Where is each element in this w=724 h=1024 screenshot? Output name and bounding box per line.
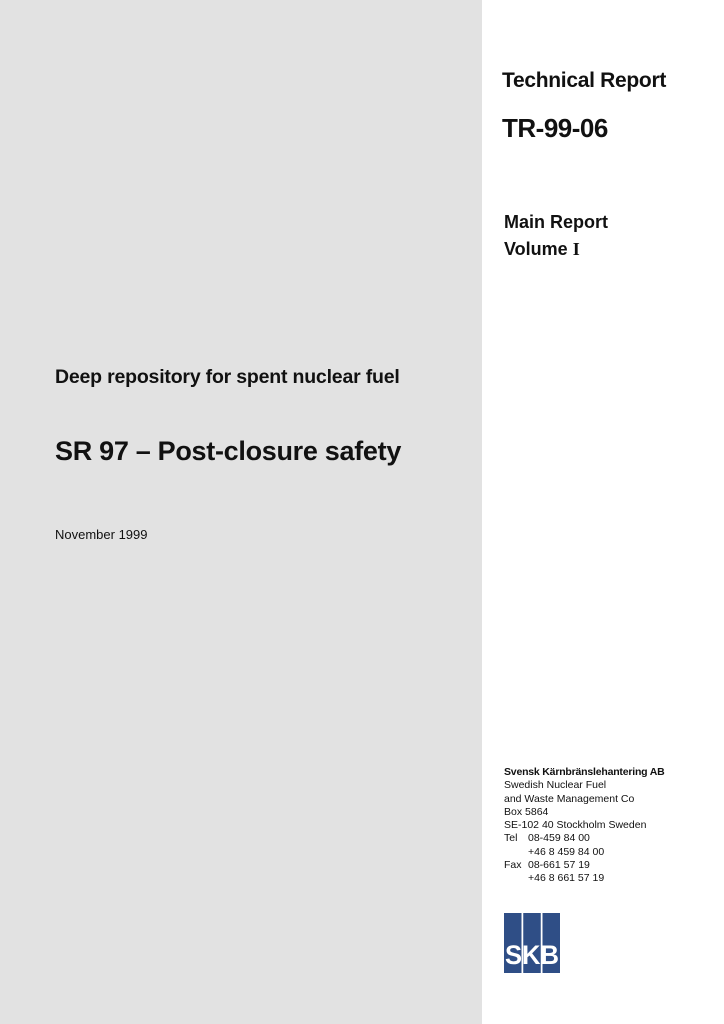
contact-row	[504, 832, 665, 845]
address-line: and Waste Management Co	[504, 792, 635, 805]
contact-value: 08-661 57 19	[528, 859, 590, 872]
volume-label: Volume	[504, 239, 568, 259]
contact-value: 08-459 84 00	[528, 832, 590, 845]
logo-text: SKB	[505, 940, 559, 970]
contact-row	[504, 859, 665, 872]
address-line: SE-102 40 Stockholm Sweden	[504, 819, 647, 832]
contact-label: Fax	[504, 859, 522, 872]
contact-label	[504, 872, 528, 885]
report-number: TR-99-06	[502, 113, 608, 143]
report-part: Main Report	[504, 212, 609, 232]
contact-label: Tel	[504, 832, 518, 845]
skb-logo	[504, 913, 560, 973]
report-volume	[504, 239, 580, 260]
contact-row	[504, 872, 665, 885]
contact-value: +46 8 661 57 19	[528, 872, 605, 885]
contact-row	[504, 846, 665, 859]
publication-date: November 1999	[55, 527, 148, 542]
document-title: SR 97 – Post-closure safety	[55, 436, 402, 466]
publisher-block	[504, 766, 665, 886]
report-type: Technical Report	[502, 69, 667, 92]
contact-label	[504, 846, 528, 859]
address-line: Box 5864	[504, 805, 549, 818]
volume-number: I	[572, 239, 580, 259]
address-line: Swedish Nuclear Fuel	[504, 779, 607, 792]
contact-value: +46 8 459 84 00	[528, 845, 605, 858]
series-title: Deep repository for spent nuclear fuel	[55, 366, 400, 388]
publisher-company: Svensk Kärnbränslehantering AB	[504, 766, 665, 778]
